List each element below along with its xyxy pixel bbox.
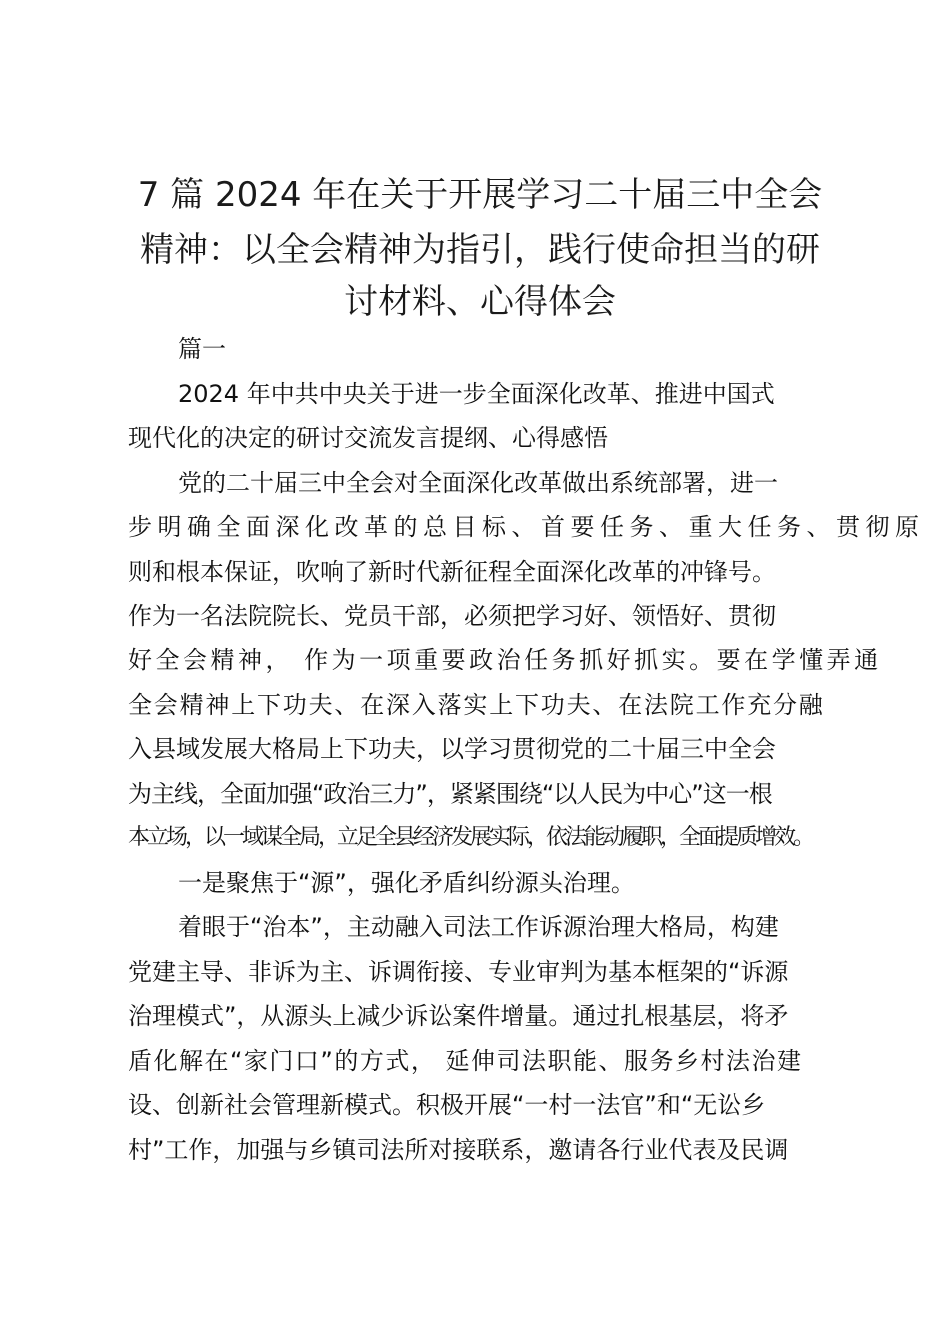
body-line: 入县域发展大格局上下功夫，以学习贯彻党的二十届三中全会 bbox=[128, 735, 776, 763]
body-line: 则和根本保证，吹响了新时代新征程全面深化改革的冲锋号。 bbox=[128, 558, 776, 586]
body-line: 着眼于“治本”，主动融入司法工作诉源治理大格局，构建 bbox=[178, 913, 779, 941]
body-line: 一是聚焦于“源”，强化矛盾纠纷源头治理。 bbox=[178, 869, 635, 897]
body-line: 好全会精神， 作为一项重要政治任务抓好抓实。要在学懂弄通 bbox=[128, 646, 882, 674]
body-line: 全会精神上下功夫、在深入落实上下功夫、在法院工作充分融 bbox=[128, 691, 825, 719]
body-line: 为主线，全面加强“政治三力”，紧紧围绕“以人民为中心”这一根 bbox=[128, 780, 772, 808]
section-label: 篇一 bbox=[178, 335, 226, 363]
body-line: 作为一名法院院长、党员干部，必须把学习好、领悟好、贯彻 bbox=[128, 602, 776, 630]
body-line: 治理模式”，从源头上减少诉讼案件增量。通过扎根基层，将矛 bbox=[128, 1002, 789, 1030]
document-title-line-1: 7 篇 2024 年在关于开展学习二十届三中全会 bbox=[137, 175, 823, 215]
body-line: 设、创新社会管理新模式。积极开展“一村一法官”和“无讼乡 bbox=[128, 1091, 766, 1119]
document-title-line-3: 讨材料、心得体会 bbox=[344, 282, 616, 322]
body-line: 党的二十届三中全会对全面深化改革做出系统部署，进一 bbox=[178, 469, 778, 497]
body-line: 现代化的决定的研讨交流发言提纲、心得感悟 bbox=[128, 424, 608, 452]
document-title-line-2: 精神：以全会精神为指引，践行使命担当的研 bbox=[140, 230, 820, 270]
body-line: 盾化解在“家门口”的方式， 延伸司法职能、服务乡村法治建 bbox=[128, 1047, 803, 1075]
body-line: 2024 年中共中央关于进一步全面深化改革、推进中国式 bbox=[178, 380, 775, 408]
body-line: 步明确全面深化改革的总目标、首要任务、重大任务、贯彻原 bbox=[128, 513, 925, 541]
body-line: 本立场，以一域谋全局，立足全县经济发展实际，依法能动履职，全面提质增效。 bbox=[128, 825, 813, 850]
body-line: 村”工作，加强与乡镇司法所对接联系，邀请各行业代表及民调 bbox=[128, 1136, 789, 1164]
body-line: 党建主导、非诉为主、诉调衔接、专业审判为基本框架的“诉源 bbox=[128, 958, 789, 986]
